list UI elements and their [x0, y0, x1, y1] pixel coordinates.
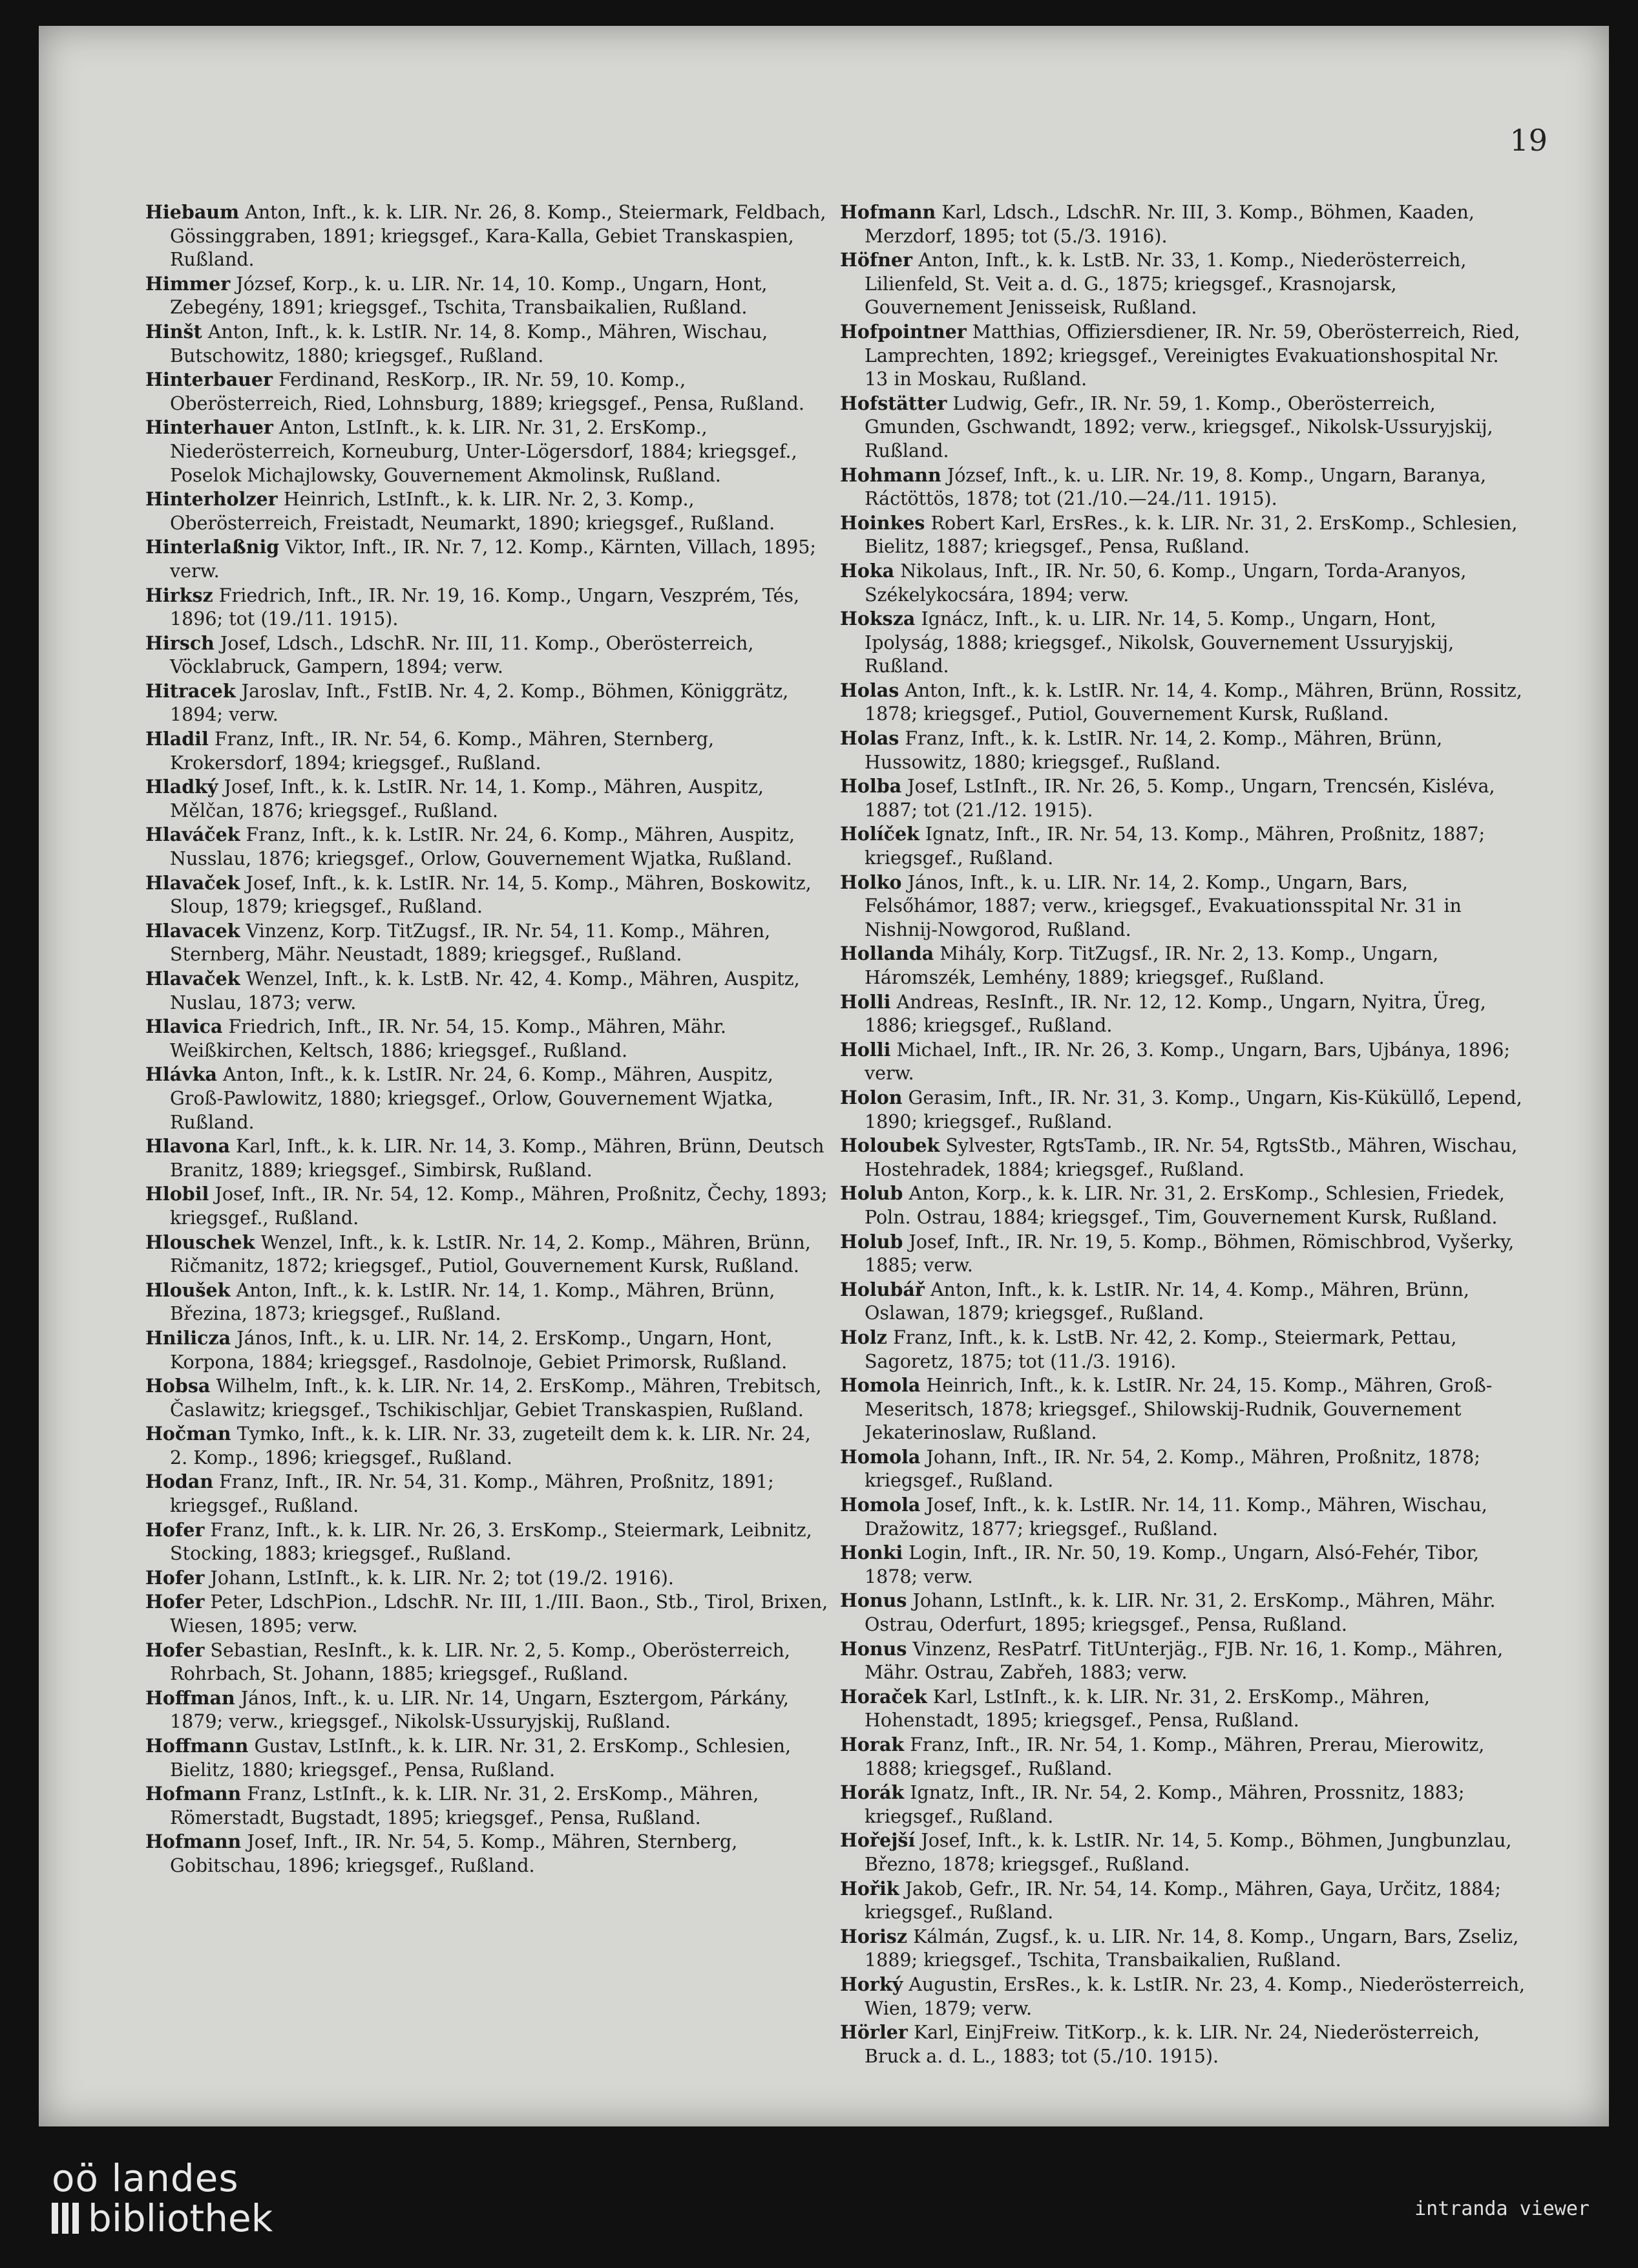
register-entry	[840, 679, 1525, 726]
entry-details: Vinzenz, Korp. TitZugsf., IR. Nr. 54, 11. Komp., Mähren, Sternberg, Mähr. Neustadt, 1889; kriegsgef., Rußland.	[170, 920, 771, 966]
viewer-label[interactable]: intranda viewer	[1414, 2198, 1590, 2220]
register-entry	[145, 487, 830, 535]
register-entry	[145, 368, 830, 416]
entry-surname: Hlavaček	[145, 968, 240, 990]
entry-surname: Hofpointner	[840, 320, 967, 343]
entry-surname: Hlouschek	[145, 1231, 255, 1253]
entry-details: Franz, Inft., IR. Nr. 54, 1. Komp., Mähren, Prerau, Mierowitz, 1888; kriegsgef., Rußland.	[865, 1734, 1485, 1779]
entry-details: Franz, LstInft., k. k. LIR. Nr. 31, 2. ErsKomp., Mähren, Römerstadt, Bugstadt, 1895; kriegsgef., Pensa, Rußland.	[170, 1783, 759, 1828]
entry-details: János, Inft., k. u. LIR. Nr. 14, 2. Komp., Ungarn, Bars, Felsőhámor, 1887; verw., kriegsgef., Evakuationsspital Nr. 31 in Nishnij-Nowgorod, Rußland.	[865, 871, 1462, 940]
page-number: 19	[1509, 123, 1548, 158]
entry-surname: Hořik	[840, 1877, 899, 1900]
entry-details: Josef, Inft., k. k. LstIR. Nr. 14, 11. Komp., Mähren, Wischau, Dražowitz, 1877; kriegsgef., Rußland.	[865, 1494, 1487, 1540]
entry-details: Josef, LstInft., IR. Nr. 26, 5. Komp., Ungarn, Trencsén, Kisléva, 1887; tot (21./12. 1915).	[865, 776, 1495, 821]
scanned-page	[39, 26, 1609, 2126]
register-entry	[840, 1828, 1525, 1876]
entry-surname: Homola	[840, 1494, 921, 1516]
entry-details: János, Inft., k. u. LIR. Nr. 14, 2. ErsKomp., Ungarn, Hont, Korpona, 1884; kriegsgef., Rasdolnoje, Gebiet Primorsk, Rußland.	[170, 1327, 788, 1373]
entry-details: Gerasim, Inft., IR. Nr. 31, 3. Komp., Ungarn, Kis-Küküllő, Lepend, 1890; kriegsgef., Rußland.	[865, 1086, 1522, 1132]
entry-surname: Hörler	[840, 2021, 908, 2044]
entry-surname: Höfner	[840, 249, 913, 271]
entry-details: Friedrich, Inft., IR. Nr. 19, 16. Komp., Ungarn, Veszprém, Tés, 1896; tot (19./11. 1915).	[170, 584, 800, 630]
entry-surname: Hlavacek	[145, 919, 240, 942]
entry-surname: Homola	[840, 1445, 921, 1468]
entry-details: Anton, LstInft., k. k. LIR. Nr. 31, 2. ErsKomp., Niederösterreich, Korneuburg, Unter-Lögersdorf, 1884; kriegsgef., Poselok Michajlowsky, Gouvernement Akmolinsk, Rußland.	[170, 417, 797, 486]
register-entry	[145, 1518, 830, 1566]
register-entry	[145, 272, 830, 320]
entry-surname: Honus	[840, 1637, 907, 1660]
entry-details: Josef, Inft., IR. Nr. 54, 5. Komp., Mähren, Sternberg, Gobitschau, 1896; kriegsgef., Rußland.	[170, 1831, 738, 1876]
entry-surname: Hirksz	[145, 584, 213, 606]
register-entry	[145, 967, 830, 1015]
entry-details: Franz, Inft., k. k. LIR. Nr. 26, 3. ErsKomp., Steiermark, Leibnitz, Stocking, 1883; kriegsgef., Rußland.	[170, 1519, 812, 1565]
entry-surname: Hiebaum	[145, 201, 240, 223]
entry-details: Josef, Inft., k. k. LstIR. Nr. 14, 5. Komp., Mähren, Boskowitz, Sloup, 1879; kriegsgef., Rußland.	[170, 872, 812, 918]
entry-surname: Horisz	[840, 1925, 908, 1947]
register-entry	[145, 1134, 830, 1182]
right-column	[840, 200, 1525, 2068]
entry-surname: Hinterholzer	[145, 488, 278, 511]
entry-details: Tymko, Inft., k. k. LIR. Nr. 33, zugeteilt dem k. k. LIR. Nr. 24, 2. Komp., 1896; kriegsgef., Rußland.	[170, 1423, 811, 1468]
entry-details: Josef, Inft., IR. Nr. 19, 5. Komp., Böhmen, Römischbrod, Vyšerky, 1885; verw.	[865, 1231, 1515, 1277]
entry-details: Jaroslav, Inft., FstIB. Nr. 4, 2. Komp., Böhmen, Königgrätz, 1894; verw.	[170, 680, 789, 726]
register-entry	[840, 320, 1525, 392]
register-entry	[145, 1830, 830, 1878]
entry-surname: Hinšt	[145, 320, 202, 343]
entry-surname: Hloušek	[145, 1278, 231, 1301]
register-entry	[145, 1422, 830, 1470]
entry-details: József, Korp., k. u. LIR. Nr. 14, 10. Komp., Ungarn, Hont, Zebegény, 1891; kriegsgef., Tschita, Transbaikalien, Rußland.	[170, 273, 768, 319]
entry-details: Heinrich, Inft., k. k. LstIR. Nr. 24, 15. Komp., Mähren, Groß-Meseritsch, 1878; kriegsgef., Shilowskij-Rudnik, Gouvernement Jekaterinoslaw, Rußland.	[865, 1375, 1493, 1444]
entry-details: Andreas, ResInft., IR. Nr. 12, 12. Komp., Ungarn, Nyitra, Üreg, 1886; kriegsgef., Rußland.	[865, 991, 1486, 1037]
register-entry	[145, 1015, 830, 1063]
entry-surname: Homola	[840, 1374, 921, 1397]
register-entry	[840, 463, 1525, 511]
register-entry	[840, 392, 1525, 463]
entry-surname: Holoubek	[840, 1134, 940, 1157]
register-entry	[840, 1733, 1525, 1781]
entry-surname: Holas	[840, 727, 899, 750]
entry-surname: Horák	[840, 1781, 905, 1804]
entry-details: Ignatz, Inft., IR. Nr. 54, 13. Komp., Mähren, Proßnitz, 1887; kriegsgef., Rußland.	[865, 823, 1486, 869]
entry-details: Anton, Inft., k. k. LstIR. Nr. 24, 6. Komp., Mähren, Auspitz, Groß-Pawlowitz, 1880; kriegsgef., Orlow, Gouvernement Wjatka, Rußland.	[170, 1064, 773, 1133]
entry-surname: Hlaváček	[145, 823, 240, 846]
entry-details: Gustav, LstInft., k. k. LIR. Nr. 31, 2. ErsKomp., Schlesien, Bielitz, 1880; kriegsgef., Pensa, Rußland.	[170, 1735, 792, 1781]
entry-surname: Holz	[840, 1326, 887, 1348]
entry-surname: Hoka	[840, 559, 895, 582]
entry-details: Wenzel, Inft., k. k. LstIR. Nr. 14, 2. Komp., Mähren, Brünn, Ričmanitz, 1872; kriegsgef., Putiol, Gouvernement Kursk, Rußland.	[170, 1231, 811, 1277]
entry-details: Franz, Inft., k. k. LstIR. Nr. 24, 6. Komp., Mähren, Auspitz, Nusslau, 1876; kriegsgef., Orlow, Gouvernement Wjatka, Rußland.	[170, 824, 795, 870]
register-entry	[840, 1925, 1525, 1973]
entry-surname: Horaček	[840, 1685, 927, 1708]
register-entry	[145, 919, 830, 967]
entry-surname: Holko	[840, 871, 902, 893]
register-entry	[145, 1638, 830, 1686]
register-entry	[840, 2020, 1525, 2068]
register-entry	[145, 1374, 830, 1422]
entry-surname: Horký	[840, 1973, 903, 1995]
logo-row	[52, 2198, 273, 2239]
entry-details: Wenzel, Inft., k. k. LstB. Nr. 42, 4. Komp., Mähren, Auspitz, Nuslau, 1873; verw.	[170, 968, 800, 1013]
entry-details: Michael, Inft., IR. Nr. 26, 3. Komp., Ungarn, Bars, Ujbánya, 1896; verw.	[865, 1039, 1510, 1085]
register-entry	[145, 775, 830, 823]
entry-surname: Hoffman	[145, 1686, 235, 1709]
register-entry	[840, 200, 1525, 248]
register-entry	[840, 871, 1525, 942]
entry-surname: Honus	[840, 1589, 907, 1612]
entry-surname: Hořejší	[840, 1829, 916, 1852]
register-entry	[840, 559, 1525, 607]
register-entry	[840, 1230, 1525, 1278]
register-entry	[840, 1541, 1525, 1589]
entry-details: Peter, LdschPion., LdschR. Nr. III, 1./III. Baon., Stb., Tirol, Brixen, Wiesen, 1895; verw.	[170, 1591, 828, 1637]
entry-details: Augustin, ErsRes., k. k. LstIR. Nr. 23, 4. Komp., Niederösterreich, Wien, 1879; verw.	[865, 1973, 1526, 2019]
register-entry	[840, 1182, 1525, 1229]
register-entry	[840, 726, 1525, 774]
entry-surname: Holli	[840, 990, 891, 1013]
entry-details: Nikolaus, Inft., IR. Nr. 50, 6. Komp., Ungarn, Torda-Aranyos, Székelykocsára, 1894; verw.	[865, 560, 1467, 606]
entry-details: Ferdinand, ResKorp., IR. Nr. 59, 10. Komp., Oberösterreich, Ried, Lohnsburg, 1889; kriegsgef., Pensa, Rußland.	[170, 369, 804, 414]
entry-details: Robert Karl, ErsRes., k. k. LIR. Nr. 31, 2. ErsKomp., Schlesien, Bielitz, 1887; kriegsgef., Pensa, Rußland.	[865, 512, 1518, 558]
entry-surname: Hočman	[145, 1423, 231, 1445]
register-entry	[840, 774, 1525, 822]
entry-details: Ludwig, Gefr., IR. Nr. 59, 1. Komp., Oberösterreich, Gmunden, Gschwandt, 1892; verw., kriegsgef., Nikolsk-Ussuryjskij, Rußland.	[865, 392, 1493, 461]
register-entry	[840, 511, 1525, 559]
entry-details: János, Inft., k. u. LIR. Nr. 14, Ungarn, Esztergom, Párkány, 1879; verw., kriegsgef., Nikolsk-Ussuryjskij, Rußland.	[170, 1687, 789, 1733]
entry-surname: Hoffmann	[145, 1735, 249, 1757]
entry-details: Franz, Inft., IR. Nr. 54, 31. Komp., Mähren, Proßnitz, 1891; kriegsgef., Rußland.	[170, 1471, 774, 1517]
register-entry	[145, 320, 830, 368]
entry-surname: Holubář	[840, 1278, 925, 1300]
entry-surname: Hobsa	[145, 1375, 211, 1397]
register-entry	[840, 607, 1525, 679]
register-entry	[145, 1063, 830, 1134]
entry-details: Johann, LstInft., k. k. LIR. Nr. 2; tot (19./2. 1916).	[204, 1567, 674, 1589]
entry-details: Friedrich, Inft., IR. Nr. 54, 15. Komp., Mähren, Mähr. Weißkirchen, Keltsch, 1886; kriegsgef., Rußland.	[170, 1016, 726, 1061]
entry-surname: Hofer	[145, 1566, 205, 1589]
entry-surname: Holíček	[840, 823, 919, 845]
entry-surname: Hlobil	[145, 1183, 209, 1205]
entry-details: Jakob, Gefr., IR. Nr. 54, 14. Komp., Mähren, Gaya, Určitz, 1884; kriegsgef., Rußland.	[865, 1878, 1501, 1924]
entry-surname: Hofmann	[840, 201, 936, 223]
entry-details: Anton, Inft., k. k. LstIR. Nr. 14, 8. Komp., Mähren, Wischau, Butschowitz, 1880; kriegsgef., Rußland.	[170, 321, 768, 366]
library-logo[interactable]	[52, 2156, 273, 2240]
entry-details: Anton, Inft., k. k. LstB. Nr. 33, 1. Komp., Niederösterreich, Lilienfeld, St. Veit a. d. G., 1875; kriegsgef., Krasnojarsk, Gouvernement Jenisseisk, Rußland.	[865, 249, 1467, 319]
entry-details: Anton, Korp., k. k. LIR. Nr. 31, 2. ErsKomp., Schlesien, Friedek, Poln. Ostrau, 1884; kriegsgef., Tim, Gouvernement Kursk, Rußland.	[865, 1183, 1505, 1228]
register-entry	[840, 990, 1525, 1038]
entry-details: Anton, Inft., k. k. LstIR. Nr. 14, 4. Komp., Mähren, Brünn, Rossitz, 1878; kriegsgef., Putiol, Gouvernement Kursk, Rußland.	[865, 679, 1522, 725]
entry-surname: Hlavona	[145, 1135, 230, 1158]
entry-surname: Hlavaček	[145, 871, 240, 894]
register-entry	[145, 1182, 830, 1230]
entry-details: Karl, LstInft., k. k. LIR. Nr. 31, 2. ErsKomp., Mähren, Hohenstadt, 1895; kriegsgef., Pensa, Rußland.	[865, 1686, 1430, 1732]
register-entry	[145, 823, 830, 871]
entry-surname: Hladký	[145, 776, 218, 798]
register-entry	[145, 1231, 830, 1278]
entry-details: Johann, Inft., IR. Nr. 54, 2. Komp., Mähren, Proßnitz, 1878; kriegsgef., Rußland.	[865, 1446, 1480, 1492]
entry-details: Viktor, Inft., IR. Nr. 7, 12. Komp., Kärnten, Villach, 1895; verw.	[170, 536, 816, 582]
entry-details: Ignácz, Inft., k. u. LIR. Nr. 14, 5. Komp., Ungarn, Hont, Ipolyság, 1888; kriegsgef., Nikolsk, Gouvernement Ussuryjskij, Rußland.	[865, 608, 1454, 677]
entry-surname: Holba	[840, 775, 902, 798]
entry-surname: Holli	[840, 1038, 891, 1061]
entry-surname: Holub	[840, 1182, 903, 1205]
entry-surname: Holub	[840, 1230, 903, 1253]
entry-details: Franz, Inft., k. k. LstIR. Nr. 14, 2. Komp., Mähren, Brünn, Hussowitz, 1880; kriegsgef., Rußland.	[865, 728, 1443, 773]
entry-surname: Hodan	[145, 1470, 214, 1493]
entry-details: Mihály, Korp. TitZugsf., IR. Nr. 2, 13. Komp., Ungarn, Háromszék, Lemhény, 1889; kriegsgef., Rußland.	[865, 943, 1439, 988]
entry-surname: Hofmann	[145, 1830, 242, 1853]
register-entry	[840, 1637, 1525, 1685]
entry-details: Karl, EinjFreiw. TitKorp., k. k. LIR. Nr. 24, Niederösterreich, Bruck a. d. L., 1883; tot (5./10. 1915).	[865, 2022, 1480, 2067]
entry-surname: Hollanda	[840, 942, 934, 965]
register-entry	[840, 248, 1525, 320]
entry-details: Anton, Inft., k. k. LstIR. Nr. 14, 1. Komp., Mähren, Brünn, Březina, 1873; kriegsgef., Rußland.	[170, 1279, 775, 1325]
entry-surname: Hofer	[145, 1638, 205, 1661]
logo-text-line1: oö landes	[52, 2156, 239, 2200]
entry-surname: Hohmann	[840, 463, 941, 486]
entry-surname: Hofmann	[145, 1783, 242, 1805]
entry-surname: Hlávka	[145, 1063, 217, 1086]
register-entry	[840, 1326, 1525, 1373]
entry-surname: Hofstätter	[840, 392, 947, 414]
register-entry	[145, 1326, 830, 1374]
entry-details: Josef, Inft., IR. Nr. 54, 12. Komp., Mähren, Proßnitz, Čechy, 1893; kriegsgef., Rußland.	[170, 1183, 828, 1229]
register-entry	[840, 1973, 1525, 2020]
entry-surname: Hofer	[145, 1591, 205, 1613]
entry-details: Johann, LstInft., k. k. LIR. Nr. 31, 2. ErsKomp., Mähren, Mähr. Ostrau, Oderfurt, 1895; kriegsgef., Pensa, Rußland.	[865, 1590, 1496, 1636]
entry-details: Sylvester, RgtsTamb., IR. Nr. 54, RgtsStb., Mähren, Wischau, Hostehradek, 1884; kriegsgef., Rußland.	[865, 1135, 1518, 1180]
entry-surname: Horak	[840, 1733, 905, 1755]
register-entry	[145, 1734, 830, 1782]
entry-details: Login, Inft., IR. Nr. 50, 19. Komp., Ungarn, Alsó-Fehér, Tibor, 1878; verw.	[865, 1542, 1480, 1587]
entry-surname: Himmer	[145, 272, 231, 295]
entry-details: Ignatz, Inft., IR. Nr. 54, 2. Komp., Mähren, Prossnitz, 1883; kriegsgef., Rußland.	[865, 1782, 1465, 1827]
entry-surname: Hirsch	[145, 631, 215, 654]
logo-bars-icon	[52, 2203, 79, 2234]
logo-text-line2: bibliothek	[88, 2196, 273, 2240]
register-entry	[840, 1134, 1525, 1182]
entry-details: Karl, Ldsch., LdschR. Nr. III, 3. Komp., Böhmen, Kaaden, Merzdorf, 1895; tot (5./3. 1916).	[865, 202, 1475, 247]
entry-details: Josef, Inft., k. k. LstIR. Nr. 14, 5. Komp., Böhmen, Jungbunzlau, Březno, 1878; kriegsgef., Rußland.	[865, 1830, 1512, 1875]
entry-details: Matthias, Offiziersdiener, IR. Nr. 59, Oberösterreich, Ried, Lamprechten, 1892; kriegsgef., Vereinigtes Evakuationshospital Nr. 13 in Moskau, Rußland.	[865, 321, 1520, 390]
register-entry	[840, 1278, 1525, 1326]
register-entry	[840, 942, 1525, 990]
register-entry	[840, 1373, 1525, 1445]
entry-details: József, Inft., k. u. LIR. Nr. 19, 8. Komp., Ungarn, Baranya, Ráctöttös, 1878; tot (21./10.—24./11. 1915).	[865, 464, 1487, 510]
register-entry	[145, 1278, 830, 1326]
register-entry	[840, 1685, 1525, 1733]
register-entry	[145, 535, 830, 583]
register-entry	[840, 1038, 1525, 1086]
entry-surname: Hofer	[145, 1518, 205, 1541]
register-entry	[145, 1590, 830, 1638]
entry-surname: Hitracek	[145, 679, 236, 702]
entry-surname: Holas	[840, 679, 899, 701]
entry-surname: Hinterbauer	[145, 368, 273, 391]
entry-details: Karl, Inft., k. k. LIR. Nr. 14, 3. Komp., Mähren, Brünn, Deutsch Branitz, 1889; kriegsgef., Simbirsk, Rußland.	[170, 1136, 824, 1181]
register-entry	[840, 1493, 1525, 1541]
entry-details: Josef, Inft., k. k. LstIR. Nr. 14, 1. Komp., Mähren, Auspitz, Mělčan, 1876; kriegsgef., Rußland.	[170, 776, 764, 821]
register-entry	[145, 1686, 830, 1734]
entry-details: Sebastian, ResInft., k. k. LIR. Nr. 2, 5. Komp., Oberösterreich, Rohrbach, St. Johann, 1885; kriegsgef., Rußland.	[170, 1639, 790, 1685]
entry-surname: Hlavica	[145, 1015, 223, 1038]
entry-surname: Hladil	[145, 728, 209, 750]
register-entry	[145, 1470, 830, 1518]
register-entry	[840, 1445, 1525, 1493]
entry-surname: Hinterlaßnig	[145, 536, 280, 558]
register-entry	[145, 200, 830, 272]
register-entry	[145, 1782, 830, 1830]
register-entry	[145, 584, 830, 631]
register-entry	[840, 1877, 1525, 1925]
entry-details: Anton, Inft., k. k. LstIR. Nr. 14, 4. Komp., Mähren, Brünn, Oslawan, 1879; kriegsgef., Rußland.	[865, 1278, 1469, 1324]
entry-details: Wilhelm, Inft., k. k. LIR. Nr. 14, 2. ErsKomp., Mähren, Trebitsch, Časlawitz; kriegsgef., Tschikischljar, Gebiet Transkaspien, Rußland.	[170, 1375, 822, 1421]
register-entry	[145, 871, 830, 919]
register-entry	[840, 822, 1525, 870]
entry-surname: Holon	[840, 1086, 903, 1108]
register-entry	[840, 1781, 1525, 1828]
entry-details: Anton, Inft., k. k. LIR. Nr. 26, 8. Komp., Steiermark, Feldbach, Gössinggraben, 1891; kriegsgef., Kara-Kalla, Gebiet Transkaspien, Rußland.	[170, 202, 826, 271]
entry-surname: Hinterhauer	[145, 416, 273, 439]
left-column	[145, 200, 830, 1878]
register-entry	[145, 679, 830, 727]
register-entry	[145, 416, 830, 487]
entry-surname: Honki	[840, 1542, 903, 1564]
entry-details: Vinzenz, ResPatrf. TitUnterjäg., FJB. Nr. 16, 1. Komp., Mähren, Mähr. Ostrau, Zabřeh, 1883; verw.	[865, 1638, 1504, 1684]
entry-details: Franz, Inft., k. k. LstB. Nr. 42, 2. Komp., Steiermark, Pettau, Sagoretz, 1875; tot (11./3. 1916).	[865, 1326, 1457, 1372]
entry-surname: Hnilicza	[145, 1326, 231, 1349]
entry-details: Kálmán, Zugsf., k. u. LIR. Nr. 14, 8. Komp., Ungarn, Bars, Zseliz, 1889; kriegsgef., Tschita, Transbaikalien, Rußland.	[865, 1925, 1519, 1971]
register-entry	[145, 1566, 830, 1591]
register-entry	[145, 631, 830, 679]
entry-details: Josef, Ldsch., LdschR. Nr. III, 11. Komp., Oberösterreich, Vöcklabruck, Gampern, 1894; verw.	[170, 632, 754, 678]
entry-surname: Hoksza	[840, 608, 916, 630]
register-entry	[145, 727, 830, 775]
register-entry	[840, 1086, 1525, 1134]
entry-details: Franz, Inft., IR. Nr. 54, 6. Komp., Mähren, Sternberg, Krokersdorf, 1894; kriegsgef., Rußland.	[170, 728, 715, 774]
entry-details: Heinrich, LstInft., k. k. LIR. Nr. 2, 3. Komp., Oberösterreich, Freistadt, Neumarkt, 1890; kriegsgef., Rußland.	[170, 489, 775, 534]
entry-surname: Hoinkes	[840, 511, 925, 534]
register-entry	[840, 1589, 1525, 1637]
